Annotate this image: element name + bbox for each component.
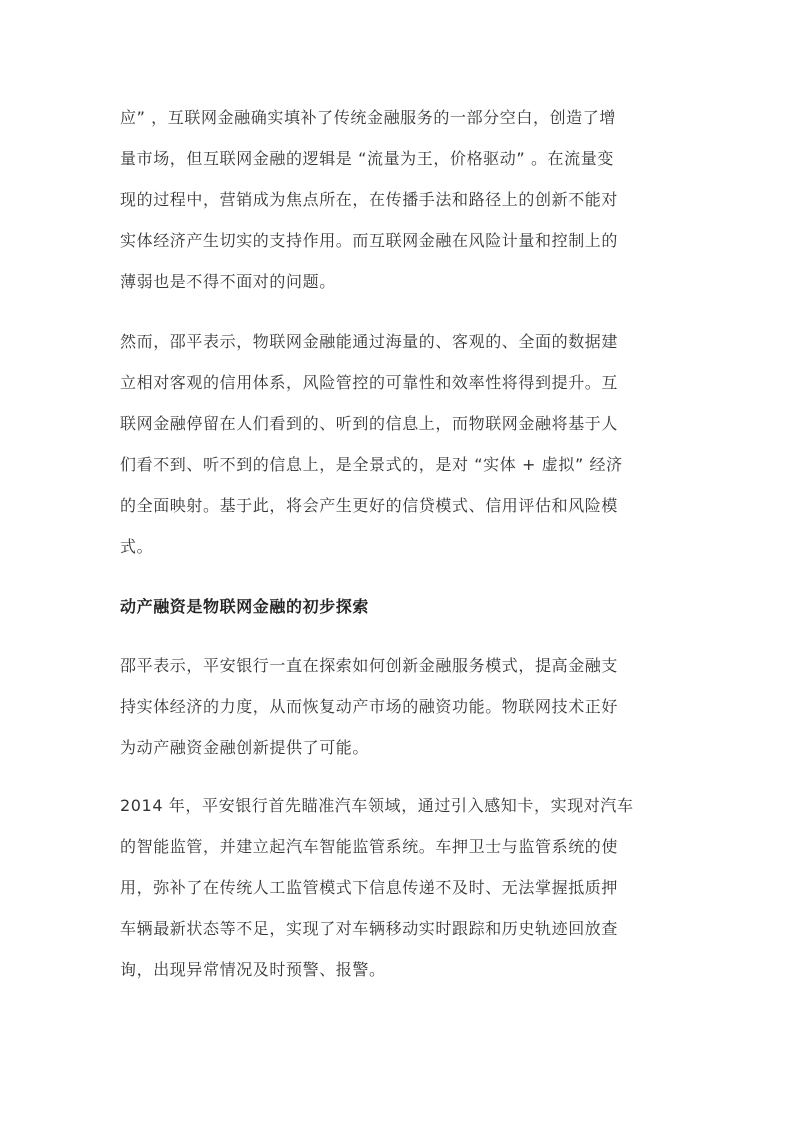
paragraph-line: 2014 年，平安银行首先瞄准汽车领域，通过引入感知卡，实现对汽车 [120, 796, 634, 815]
paragraph-line: 立相对客观的信用体系，风险管控的可靠性和效率性将得到提升。互 [120, 373, 619, 392]
paragraph-internet-finance-limits [120, 97, 680, 302]
paragraph-line: 用，弥补了在传统人工监管模式下信息传递不及时、无法掌握抵质押 [120, 878, 619, 897]
paragraph-line: 实体经济产生切实的支持作用。而互联网金融在风险计量和控制上的 [120, 231, 619, 250]
paragraph-line: 的智能监管，并建立起汽车智能监管系统。车押卫士与监管系统的使 [120, 837, 619, 856]
section-heading: 动产融资是物联网金融的初步探索 [120, 597, 370, 616]
paragraph-iot-finance-advantages [120, 321, 680, 567]
paragraph-line: 量市场，但互联网金融的逻辑是 “流量为王，价格驱动” 。在流量变 [120, 149, 614, 168]
paragraph-line: 的全面映射。基于此，将会产生更好的信贷模式、信用评估和风险模 [120, 496, 619, 515]
paragraph-vehicle-monitoring [120, 785, 680, 990]
paragraph-line: 邵平表示，平安银行一直在探索如何创新金融服务模式，提高金融支 [120, 656, 619, 675]
paragraph-line: 车辆最新状态等不足，实现了对车辆移动实时跟踪和历史轨迹回放查 [120, 919, 619, 938]
paragraph-line: 联网金融停留在人们看到的、听到的信息上，而物联网金融将基于人 [120, 414, 619, 433]
paragraph-line: 现的过程中，营销成为焦点所在，在传播手法和路径上的创新不能对 [120, 190, 619, 209]
paragraph-line: 然而，邵平表示，物联网金融能通过海量的、客观的、全面的数据建 [120, 332, 619, 351]
paragraph-line: 应” ，互联网金融确实填补了传统金融服务的一部分空白，创造了增 [120, 108, 616, 127]
paragraph-line: 询，出现异常情况及时预警、报警。 [120, 960, 386, 979]
paragraph-line: 式。 [120, 537, 154, 556]
paragraph-line: 们看不到、听不到的信息上，是全景式的，是对 “实体 + 虚拟” 经济 [120, 455, 623, 474]
paragraph-ping-an-exploration [120, 645, 680, 768]
paragraph-line: 持实体经济的力度，从而恢复动产市场的融资功能。物联网技术正好 [120, 697, 619, 716]
paragraph-line: 薄弱也是不得不面对的问题。 [120, 272, 336, 291]
paragraph-line: 为动产融资金融创新提供了可能。 [120, 738, 370, 757]
